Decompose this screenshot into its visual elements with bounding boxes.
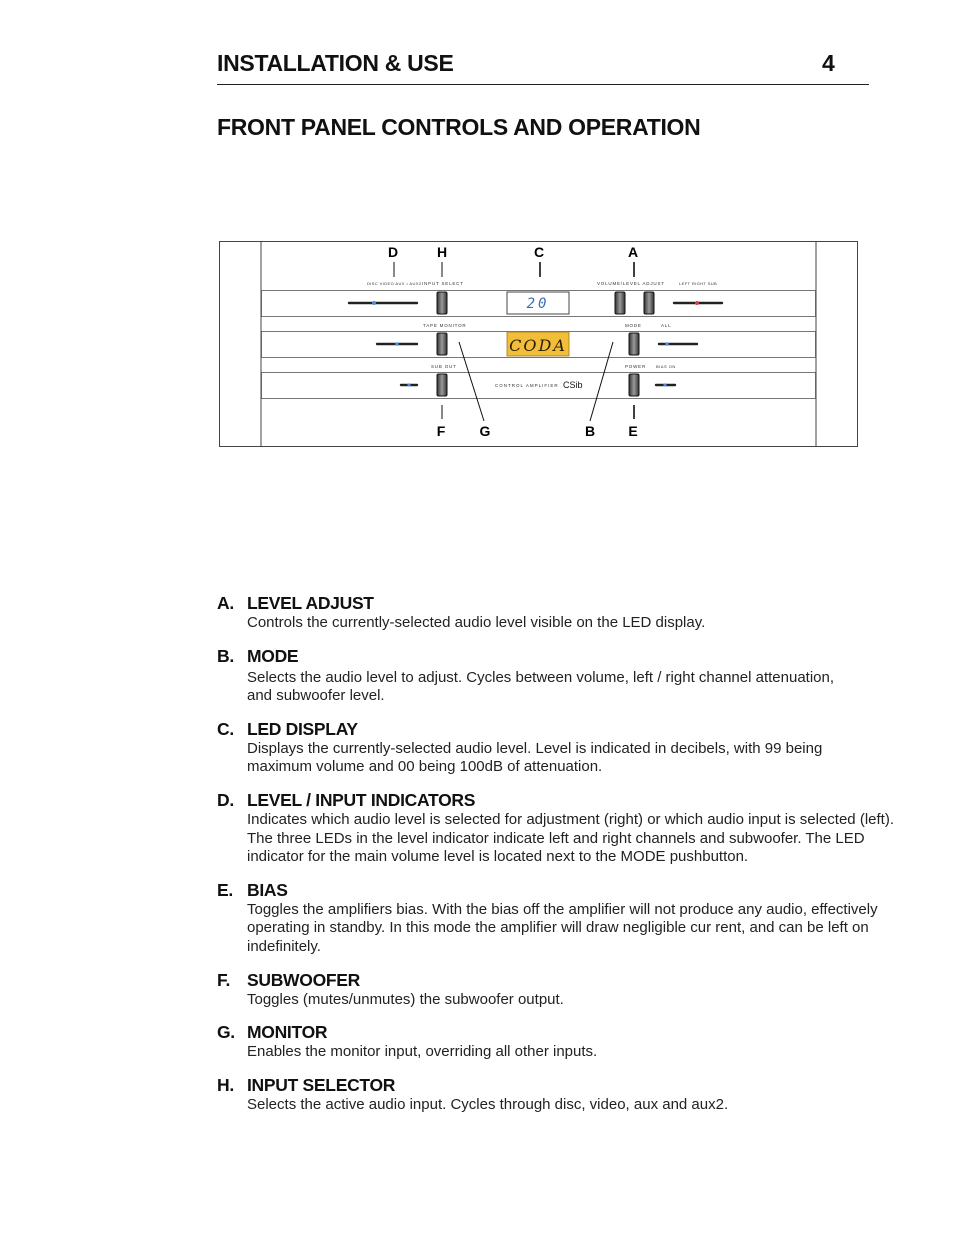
item-description: Enables the monitor input, overriding all other inputs. — [247, 1043, 598, 1061]
item-title: LEVEL / INPUT INDICATORS — [247, 789, 476, 810]
item-letter: E. — [217, 879, 233, 900]
volume-down-button — [615, 292, 625, 314]
callout-h: H — [436, 244, 448, 260]
item-description: Selects the active audio input. Cycles through disc, video, aux and aux2. — [247, 1095, 729, 1113]
callout-f: F — [436, 423, 446, 439]
item-letter: F. — [217, 969, 231, 990]
level-led-active — [695, 301, 699, 305]
tape-monitor-button — [437, 333, 447, 355]
sub-out-label: SUB OUT — [431, 364, 457, 369]
input-led-active — [372, 301, 376, 305]
bias-label: BIAS ON — [656, 364, 676, 369]
item-monitor — [217, 1021, 907, 1062]
item-description: Selects the audio level to adjust. Cycles between volume, left / right channel attenuation, and subwoofer level. — [247, 668, 835, 705]
led-display-value: 20 — [526, 296, 550, 312]
item-letter: D. — [217, 789, 234, 810]
item-title: LEVEL ADJUST — [247, 593, 374, 613]
coda-logo: CODA — [509, 336, 567, 355]
item-letter: H. — [217, 1074, 234, 1095]
callout-d: D — [387, 244, 399, 260]
power-button — [629, 374, 639, 396]
item-led-display — [217, 718, 907, 777]
item-letter: A. — [217, 593, 234, 613]
item-description: Indicates which audio level is selected for adjustment (right) or which audio input is selected (left). The three LEDs in the level indicator indicate left and right channels and subwoofer. The LED indicator for the main volume level is located next to the MODE pushbutton. — [247, 810, 894, 866]
item-level-adjust — [217, 592, 907, 633]
item-title: SUBWOOFER — [247, 969, 360, 990]
mode-label: MODE — [625, 323, 642, 328]
section-title: FRONT PANEL CONTROLS AND OPERATION — [217, 114, 701, 140]
control-descriptions — [217, 592, 907, 1114]
item-mode — [217, 645, 907, 706]
item-description: Controls the currently-selected audio level visible on the LED display. — [247, 614, 706, 631]
item-description: Toggles the amplifiers bias. With the bias off the amplifier will not produce any audio, effectively operating in standby. In this mode the amplifier will draw negligible cur rent, and can be left on indefinitely. — [247, 900, 878, 955]
item-letter: B. — [217, 645, 234, 666]
level-leds-label: LEFT RIGHT SUB — [679, 281, 718, 286]
input-select-label: INPUT SELECT — [422, 281, 464, 286]
page-number: 4 — [822, 50, 835, 76]
header-rule — [217, 84, 869, 85]
model-name: CSib — [563, 380, 583, 390]
item-bias — [217, 879, 907, 957]
item-subwoofer — [217, 969, 907, 1010]
item-level-input-indicators — [217, 789, 907, 867]
item-title: MODE — [247, 645, 299, 666]
callout-a: A — [627, 244, 639, 260]
item-input-selector — [217, 1074, 907, 1115]
bias-led — [663, 383, 666, 386]
model-label: CONTROL AMPLIFIER — [495, 383, 559, 388]
header-title: INSTALLATION & USE — [217, 50, 454, 76]
item-title: BIAS — [247, 879, 288, 900]
sub-out-button — [437, 374, 447, 396]
callout-g: G — [479, 423, 491, 439]
input-leds-label: DISC VIDEO AUX • AUX2 — [367, 281, 422, 286]
all-led — [665, 342, 669, 346]
item-letter: C. — [217, 718, 234, 739]
input-select-button — [437, 292, 447, 314]
front-panel-diagram — [219, 241, 859, 449]
item-title: INPUT SELECTOR — [247, 1074, 396, 1095]
callout-e: E — [628, 423, 638, 439]
item-description: Displays the currently-selected audio level. Level is indicated in decibels, with 99 being maximum volume and 00 being 100dB of attenuation. — [247, 739, 823, 776]
item-title: MONITOR — [247, 1022, 328, 1043]
tape-monitor-label: TAPE MONITOR — [423, 323, 467, 328]
item-title: LED DISPLAY — [247, 718, 358, 739]
all-label: ALL — [661, 323, 672, 328]
sub-led — [407, 383, 410, 386]
mode-button — [629, 333, 639, 355]
item-letter: G. — [217, 1022, 235, 1043]
callout-c: C — [533, 244, 545, 260]
callout-b: B — [584, 423, 596, 439]
monitor-led — [395, 342, 399, 346]
volume-up-button — [644, 292, 654, 314]
volume-label: VOLUME/LEVEL ADJUST — [597, 281, 665, 286]
power-label: POWER — [625, 364, 647, 369]
item-description: Toggles (mutes/unmutes) the subwoofer output. — [247, 990, 564, 1008]
